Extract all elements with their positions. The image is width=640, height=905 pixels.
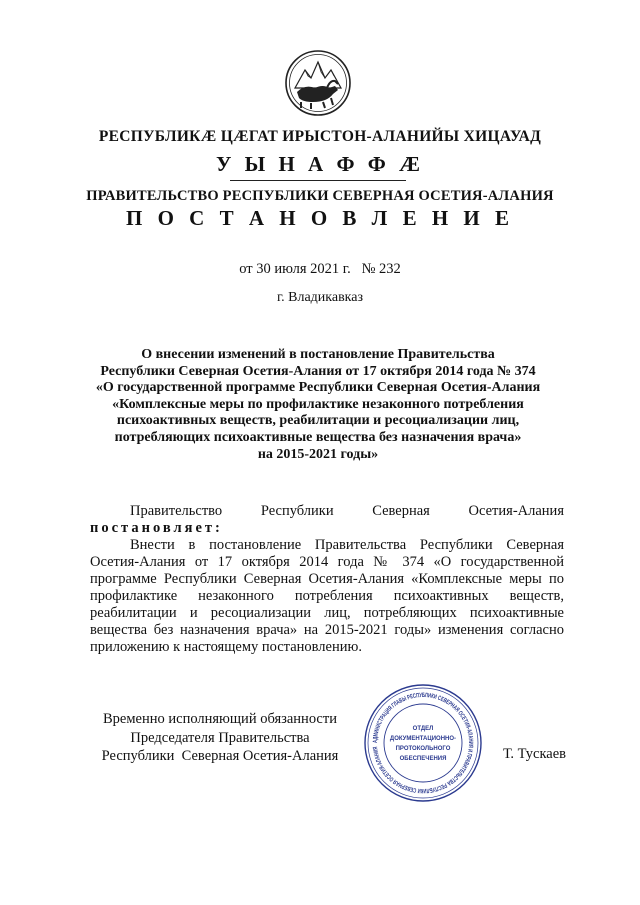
seal-center-line: ОТДЕЛ	[412, 726, 434, 732]
title-line: на 2015-2021 годы»	[257, 446, 379, 462]
paragraph-line: программе Республики Северная Осетия-Алания «Комплексные меры по	[90, 571, 564, 587]
republic-name-ossetian: РЕСПУБЛИКӔ ЦӔГАТ ИРЫСТОН-АЛАНИЙЫ ХИЦАУАД	[98, 128, 542, 145]
svg-text:АДМИНИСТРАЦИЯ ГЛАВЫ РЕСПУБЛИКИ	[372, 692, 474, 794]
seal-ring-text: АДМИНИСТРАЦИЯ ГЛАВЫ РЕСПУБЛИКИ СЕВЕРНАЯ ОСЕТИЯ-АЛАНИЯ И ПРАВИТЕЛЬСТВА РЕСПУБЛИКИ СЕВЕРНАЯ ОСЕТИЯ-АЛАНИЯ	[371, 691, 475, 795]
paragraph-line: профилактике незаконного потребления психоактивных веществ,	[90, 588, 564, 604]
document-type-russian: П О С Т А Н О В Л Е Н И Е	[125, 206, 514, 230]
decree-title	[90, 347, 546, 463]
signatory-name: Т. Тускаев	[503, 746, 567, 762]
paragraph-line: вещества без назначения врача» на 2015-2021 годы» изменения согласно	[90, 622, 564, 638]
document-type-ossetian: У Ы Н А Ф Ф Ӕ	[215, 152, 425, 176]
paragraph-line: приложению к настоящему постановлению.	[90, 639, 362, 655]
seal-center-line: ОБЕСПЕЧЕНИЯ	[399, 756, 447, 762]
signatory-position	[90, 710, 350, 766]
title-line: «Комплексные меры по профилактике незаконного потребления	[112, 396, 524, 412]
position-line: Республики Северная Осетия-Алания	[101, 748, 339, 764]
position-line: Временно исполняющий обязанности	[103, 711, 337, 727]
decides-word: постановляет:	[90, 520, 223, 536]
header-divider	[230, 180, 406, 181]
title-line: потребляющих психоактивные вещества без назначения врача»	[114, 429, 522, 445]
government-line: Правительство Республики Северная Осетия-Алания	[130, 503, 564, 519]
paragraph-line: Осетия-Алания от 17 октября 2014 года № 374 «О государственной	[90, 554, 564, 570]
paragraph-line: Внести в постановление Правительства Республики Северная	[130, 537, 564, 553]
title-line: «О государственной программе Республики Северная Осетия-Алания	[95, 380, 541, 396]
seal-center-line: ПРОТОКОЛЬНОГО	[395, 746, 451, 752]
title-line: О внесении изменений в постановление Правительства	[141, 347, 495, 362]
coat-of-arms-emblem	[283, 48, 353, 118]
seal-center-line: ДОКУМЕНТАЦИОННО-	[389, 736, 457, 742]
city: г. Владикавказ	[276, 290, 364, 305]
title-line: психоактивных веществ, реабилитации и ресоциализации лиц,	[116, 413, 520, 429]
official-seal-stamp	[362, 682, 484, 804]
paragraph-line: реабилитации и ресоциализации лиц, потребляющих психоактивные	[90, 605, 564, 621]
date-and-number: от 30 июля 2021 г. № 232	[239, 261, 401, 277]
government-name-russian: ПРАВИТЕЛЬСТВО РЕСПУБЛИКИ СЕВЕРНАЯ ОСЕТИЯ-АЛАНИЯ	[86, 188, 554, 204]
title-line: Республики Северная Осетия-Алания от 17 октября 2014 года № 374	[100, 363, 536, 379]
position-line: Председателя Правительства	[130, 729, 310, 746]
